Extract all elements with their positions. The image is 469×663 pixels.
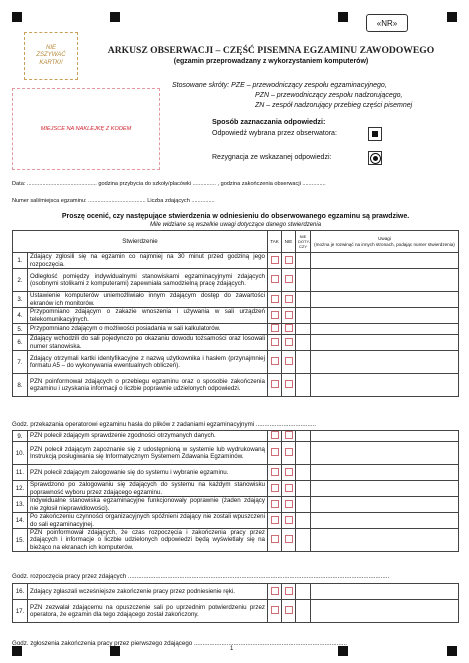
statement-number: 3. (13, 292, 28, 308)
statement-number: 15. (13, 529, 28, 552)
statement-text: Przypomniano zdającym o możliwości posiadania w sali kalkulatorów. (28, 324, 268, 335)
remarks-cell[interactable] (311, 513, 459, 529)
statement-number: 6. (13, 335, 28, 351)
statement-number: 2. (13, 269, 28, 292)
answer-cell-yes (268, 308, 282, 324)
cancel-label: Rezygnacja ze wskazanej odpowiedzi: (212, 154, 332, 161)
corner-marker-top-center-left (110, 12, 120, 22)
answer-cell-not-applicable (296, 324, 311, 335)
answer-cell-no (282, 431, 296, 442)
answer-cell-yes (268, 465, 282, 481)
checkbox-yes[interactable] (271, 380, 279, 388)
answer-cell-no (282, 335, 296, 351)
answer-cell-yes (268, 351, 282, 374)
remarks-cell[interactable] (311, 431, 459, 442)
marking-heading: Sposób zaznaczania odpowiedzi: (212, 117, 326, 126)
abbreviation-line-3: ZN – zespół nadzorujący przebieg części pisemnej (255, 102, 413, 109)
answer-cell-no (282, 465, 296, 481)
statement-row (13, 442, 459, 465)
answer-cell-yes (268, 529, 282, 552)
checkbox-yes[interactable] (271, 516, 279, 524)
checkbox-no[interactable] (285, 357, 293, 365)
corner-marker-bottom-left (12, 646, 22, 656)
answer-cell-no (282, 269, 296, 292)
remarks-cell[interactable] (311, 481, 459, 497)
checkbox-yes[interactable] (271, 500, 279, 508)
checkbox-yes[interactable] (271, 535, 279, 543)
stamp-line-2: ZSZYWAĆ (36, 52, 66, 59)
statement-number: 11. (13, 465, 28, 481)
corner-marker-top-right (447, 12, 457, 22)
remarks-cell[interactable] (311, 584, 459, 600)
abbreviation-line-1: Stosowane skróty: PZE – przewodniczący zespołu egzaminacyjnego, (172, 82, 387, 89)
statement-row (13, 308, 459, 324)
statement-row (13, 351, 459, 374)
statement-text: Zdający otrzymali kartki identyfikacyjne z nazwą użytkownika i hasłem (przynajmniej formatu A5 – do wykonywania ewentualnych obliczeń). (28, 351, 268, 374)
statement-row (13, 269, 459, 292)
remarks-cell[interactable] (311, 529, 459, 552)
statement-text: Ustawienie komputerów uniemożliwiało innym zdającym dostęp do zawartości ekranów ich monitorów. (28, 292, 268, 308)
answer-cell-yes (268, 481, 282, 497)
statement-text: PZN polecił zdającym sprawdzenie zgodności otrzymanych danych. (28, 431, 268, 442)
answer-cell-not-applicable (296, 584, 311, 600)
answer-cell-yes (268, 600, 282, 623)
statement-row (13, 253, 459, 269)
answer-cell-yes (268, 442, 282, 465)
stamp-line-3: KARTKI! (39, 59, 63, 66)
answer-cell-no (282, 374, 296, 397)
statement-row (13, 465, 459, 481)
statement-row (13, 431, 459, 442)
checkbox-yes[interactable] (271, 295, 279, 303)
answer-cell-no (282, 351, 296, 374)
statement-text: PZN poinformował zdających, że czas rozpoczęcia i zakończenia pracy przez zdających i informacje o liczbie udzielonych odpowiedzi będą wyświetlały się na bieżąco na ekranach ich komputerów. (28, 529, 268, 552)
checkbox-no[interactable] (285, 256, 293, 264)
corner-marker-bottom-center-left (110, 646, 120, 656)
checkbox-no[interactable] (285, 338, 293, 346)
statements-table-section-1 (12, 230, 459, 397)
gap-line-start-time[interactable]: Godz. rozpoczęcia pracy przez zdających ........................................................................................................................................................ (12, 573, 390, 580)
sticker-label: MIEJSCE NA NAKLEJKĘ Z KODEM (40, 126, 132, 132)
answer-cell-no (282, 481, 296, 497)
checkbox-yes[interactable] (271, 448, 279, 456)
statement-number: 5. (13, 324, 28, 335)
statement-text: PZN poinformował zdających o przebiegu egzaminu oraz o sposobie zakończenia egzaminu i uzyskania informacji o liczbie poprawnie udzielonych odpowiedzi. (28, 374, 268, 397)
checkbox-yes[interactable] (271, 587, 279, 595)
answer-cell-yes (268, 324, 282, 335)
answer-cell-not-applicable (296, 442, 311, 465)
statement-text: PZN polecił zdającym zalogowanie się do systemu i wybranie egzaminu. (28, 465, 268, 481)
statement-text: Zdający zgłosili się na egzamin co najmniej na 30 minut przed godziną jego rozpoczęcia. (28, 253, 268, 269)
statement-number: 12. (13, 481, 28, 497)
answer-cell-yes (268, 253, 282, 269)
statement-text: Zdający zgłaszali wcześniejsze zakończenie pracy przez podniesienie ręki. (28, 584, 268, 600)
column-no: NIE (282, 231, 296, 253)
column-statement: Stwierdzenie (13, 231, 268, 253)
column-yes: TAK (268, 231, 282, 253)
statement-number: 8. (13, 374, 28, 397)
checkbox-no[interactable] (285, 324, 293, 332)
page-number: 1 (230, 646, 234, 652)
checkbox-no[interactable] (285, 431, 293, 439)
checkbox-yes[interactable] (271, 338, 279, 346)
answer-label: Odpowiedź wybrana przez obserwatora: (212, 130, 337, 137)
answer-cell-not-applicable (296, 465, 311, 481)
checkbox-yes[interactable] (271, 311, 279, 319)
answer-cell-not-applicable (296, 497, 311, 513)
answer-cell-no (282, 324, 296, 335)
answer-cell-not-applicable (296, 253, 311, 269)
statement-row (13, 374, 459, 397)
answer-cell-no (282, 442, 296, 465)
checkbox-yes[interactable] (271, 275, 279, 283)
page-subtitle: (egzamin przeprowadzany z wykorzystaniem komputerów) (173, 58, 369, 65)
answer-cell-not-applicable (296, 513, 311, 529)
remarks-cell[interactable] (311, 269, 459, 292)
remarks-cell[interactable] (311, 324, 459, 335)
date-line[interactable]: Data: ............................................. godzina przybycia do szkoły/placówki ............... , godzina zakończenia obserwacji ............... (12, 181, 326, 187)
remarks-cell[interactable] (311, 600, 459, 623)
answer-cell-not-applicable (296, 351, 311, 374)
statement-row (13, 292, 459, 308)
statement-text: Indywidualne stanowiska egzaminacyjne funkcjonowały poprawnie (żaden zdający nie zgłosił nieprawidłowości). (28, 497, 268, 513)
code-box: «NR» (366, 14, 408, 32)
corner-marker-top-left (12, 12, 22, 22)
statement-text: PZN polecił zdającym zapoznanie się z udostępnioną w systemie lub wydrukowaną Instrukcją posługiwania się Informatycznym Systemem Zdawania Egzaminów. (28, 442, 268, 465)
remarks-cell[interactable] (311, 465, 459, 481)
instruction-sub: Mile widziane są wszelkie uwagi dotyczące danego stwierdzenia (149, 222, 322, 228)
statement-row (13, 600, 459, 623)
remarks-cell[interactable] (311, 253, 459, 269)
checkbox-no[interactable] (285, 500, 293, 508)
answer-cell-yes (268, 513, 282, 529)
abbreviation-line-2: PZN – przewodniczący zespołu nadzorującego, (255, 92, 403, 99)
answer-cell-yes (268, 269, 282, 292)
statement-number: 16. (13, 584, 28, 600)
remarks-cell[interactable] (311, 292, 459, 308)
remarks-cell[interactable] (311, 308, 459, 324)
corner-marker-bottom-center-right (338, 646, 348, 656)
answer-cell-not-applicable (296, 308, 311, 324)
room-line[interactable]: Numer sali/miejsca egzaminu: ..................................... Liczba zdających ............... (12, 198, 215, 204)
remarks-cell[interactable] (311, 351, 459, 374)
remarks-cell[interactable] (311, 335, 459, 351)
statement-number: 14. (13, 513, 28, 529)
answer-cell-no (282, 584, 296, 600)
statement-text: Odległość pomiędzy indywidualnymi stanowiskami egzaminacyjnymi zdających (osobnymi stolikami z komputerami) zapewniała samodzielną pracę zdających. (28, 269, 268, 292)
answer-cell-not-applicable (296, 600, 311, 623)
statement-number: 1. (13, 253, 28, 269)
checkbox-no[interactable] (285, 606, 293, 614)
answer-cell-yes (268, 374, 282, 397)
statement-number: 17. (13, 600, 28, 623)
statement-row (13, 481, 459, 497)
remarks-subtitle: (można je rozwinąć na innych stronach, podając numer stwierdzenia) (314, 241, 455, 247)
corner-marker-bottom-right (447, 646, 457, 656)
checkbox-no[interactable] (285, 448, 293, 456)
statement-row (13, 335, 459, 351)
stamp-line-1: NIE (45, 44, 56, 51)
checkbox-yes[interactable] (271, 357, 279, 365)
gap-line-password-time[interactable]: Godz. przekazania operatorowi egzaminu hasła do plików z zadaniami egzaminacyjnymi ................................... (12, 421, 317, 428)
answer-cell-no (282, 292, 296, 308)
answer-cell-no (282, 308, 296, 324)
column-not-applicable: NIE DOTY-CZY (296, 231, 311, 253)
statement-text: Po zakończeniu czynności organizacyjnych spóźnieni zdający nie zostali wpuszczeni do sali egzaminacyjnej. (28, 513, 268, 529)
remarks-cell[interactable] (311, 497, 459, 513)
checkbox-yes[interactable] (271, 606, 279, 614)
checkbox-no[interactable] (285, 587, 293, 595)
filled-square-icon (372, 131, 378, 137)
answer-cell-no (282, 600, 296, 623)
statement-row (13, 584, 459, 600)
corner-marker-top-center-right (338, 12, 348, 22)
statement-text: Sprawdzono po zalogowaniu się zdających do systemu na każdym stanowisku poprawność wyboru przez zdającego egzaminu. (28, 481, 268, 497)
answer-cell-yes (268, 584, 282, 600)
checkbox-no[interactable] (285, 468, 293, 476)
gap-line-first-finish-time[interactable]: Godz. zgłoszenia zakończenia pracy przez pierwszego zdającego ......................................................................................... (12, 640, 347, 647)
checkbox-yes[interactable] (271, 468, 279, 476)
checkbox-no[interactable] (285, 380, 293, 388)
answer-cell-not-applicable (296, 292, 311, 308)
remarks-title: Uwagi (378, 236, 391, 241)
statement-row (13, 497, 459, 513)
checkbox-no[interactable] (285, 516, 293, 524)
checkbox-yes[interactable] (271, 431, 279, 439)
answer-cell-not-applicable (296, 335, 311, 351)
answer-cell-not-applicable (296, 529, 311, 552)
answer-cell-not-applicable (296, 374, 311, 397)
answer-cell-yes (268, 431, 282, 442)
code-sticker-area (12, 88, 160, 170)
cancel-example-box (368, 151, 382, 165)
circled-square-icon (370, 153, 381, 164)
checkbox-no[interactable] (285, 311, 293, 319)
statement-text: Zdający wchodzili do sali pojedynczo po okazaniu dowodu tożsamości oraz losowali numer stanowiska. (28, 335, 268, 351)
statement-row (13, 324, 459, 335)
answer-cell-yes (268, 497, 282, 513)
statement-number: 9. (13, 431, 28, 442)
statement-number: 4. (13, 308, 28, 324)
answer-example-box (368, 127, 382, 141)
checkbox-no[interactable] (285, 535, 293, 543)
statement-text: PZN zezwalał zdającemu na opuszczenie sali po uprzednim potwierdzeniu przez operatora, że egzamin dla tego zdającego został zakończony. (28, 600, 268, 623)
remarks-cell[interactable] (311, 442, 459, 465)
checkbox-yes[interactable] (271, 484, 279, 492)
statement-number: 7. (13, 351, 28, 374)
checkbox-no[interactable] (285, 275, 293, 283)
statement-number: 13. (13, 497, 28, 513)
statement-row (13, 513, 459, 529)
statements-table-section-3 (12, 583, 459, 623)
instruction-main: Proszę ocenić, czy następujące stwierdzenia w odniesieniu do obserwowanego egzaminu są prawdziwe. (61, 213, 410, 220)
checkbox-no[interactable] (285, 484, 293, 492)
answer-cell-no (282, 497, 296, 513)
answer-cell-not-applicable (296, 481, 311, 497)
answer-cell-yes (268, 292, 282, 308)
answer-cell-not-applicable (296, 431, 311, 442)
statements-table-section-2 (12, 430, 459, 552)
statement-text: Przypomniano zdającym o zakazie wnoszenia i używania w sali urządzeń telekomunikacyjnych. (28, 308, 268, 324)
answer-cell-not-applicable (296, 269, 311, 292)
checkbox-yes[interactable] (271, 256, 279, 264)
statement-row (13, 529, 459, 552)
answer-cell-no (282, 253, 296, 269)
answer-cell-no (282, 529, 296, 552)
remarks-cell[interactable] (311, 374, 459, 397)
answer-cell-no (282, 513, 296, 529)
statement-number: 10. (13, 442, 28, 465)
checkbox-no[interactable] (285, 295, 293, 303)
column-remarks (311, 231, 459, 253)
page-title: ARKUSZ OBSERWACJI – CZĘŚĆ PISEMNA EGZAMINU ZAWODOWEGO (107, 45, 435, 56)
checkbox-yes[interactable] (271, 324, 279, 332)
do-not-staple-stamp (24, 32, 78, 80)
answer-cell-yes (268, 335, 282, 351)
